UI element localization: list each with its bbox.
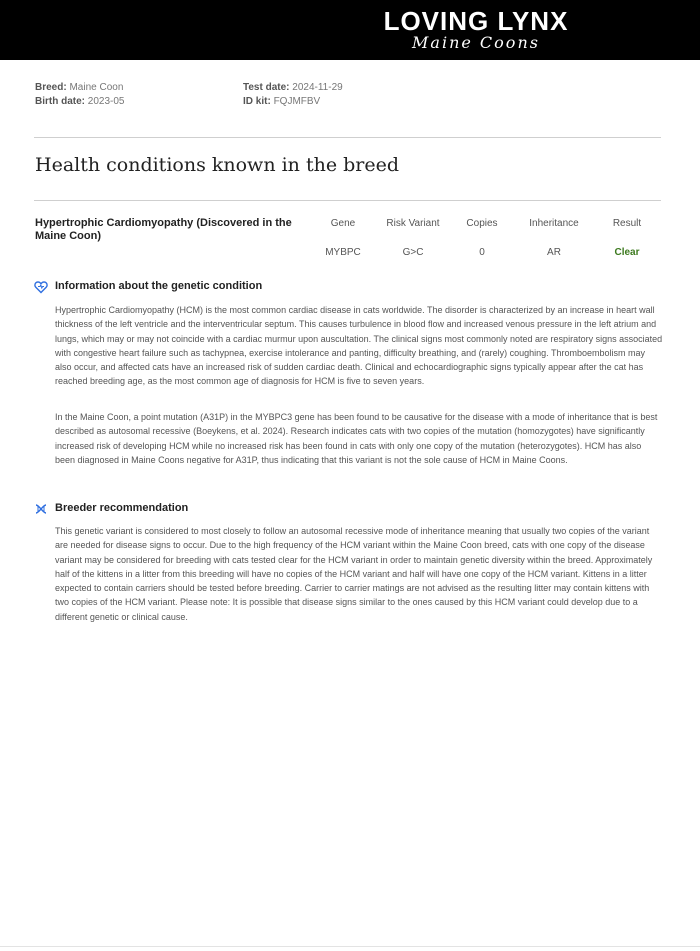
heart-icon xyxy=(34,280,48,294)
value-copies: 0 xyxy=(479,247,485,258)
breeder-section-title: Breeder recommendation xyxy=(55,502,189,514)
header-result: Result xyxy=(612,218,642,229)
breeder-paragraph: This genetic variant is considered to most closely to follow an autosomal recessive mode of inheritance meaning that usually two copies of the variant are needed for disease signs to occur. Due to the high frequency of the HCM variant within the Maine Coon breed, cats with one copy of the disease variant may be considered for breeding with cats tested clear for the HCM variant in order to maintain genetic diversity within the breed. Approximately half of the kittens in a litter from this breeding will have no copies of the HCM variant and half will have one copy of the HCM variant. Kittens in a litter expected to contain carriers should be tested before breeding. Carrier to carrier matings are not advised as the resulting litter may contain kittens with two copies of the HCM variant. Please note: It is possible that disease signs similar to the ones caused by this HCM variant could develop due to a different genetic or clinical cause. xyxy=(55,526,653,622)
page-bottom-divider xyxy=(0,946,700,947)
condition-title: Hypertrophic Cardiomyopathy (Discovered in the Maine Coon) xyxy=(35,217,292,242)
header-gene: Gene xyxy=(330,218,356,229)
header-risk: Risk Variant xyxy=(386,218,440,229)
meta-kit xyxy=(243,95,320,109)
test-label: Test date: xyxy=(243,82,290,93)
meta-birth xyxy=(35,95,124,109)
page-title: Health conditions known in the breed xyxy=(35,154,399,176)
header-banner xyxy=(0,0,700,60)
brand-tagline: Maine Coons xyxy=(412,33,540,52)
info-paragraph-2: In the Maine Coon, a point mutation (A31P) in the MYBPC3 gene has been found to be causative for the disease with a mode of inheritance that is best described as autosomal recessive (Boeykens, et al. 2024). Research indicates cats with two copies of the mutation (homozygotes) have significantly increased risk of developing HCM while no increased risk has been found in cats with only one copy of the mutation (heterozygotes). HCM has also been diagnosed in Maine Coons negative for A31P, thus indicating that this variant is not the sole cause of HCM in Maine Coons. xyxy=(55,412,658,465)
birth-label: Birth date: xyxy=(35,96,85,107)
info-paragraph-1: Hypertrophic Cardiomyopathy (HCM) is the most common cardiac disease in cats worldwide. The disorder is characterized by an increase in heart wall thickness of the left ventricle and the interventricular septum. This causes turbulence in blood flow and increased venous pressure in the left atrium and lungs, which may or may not coincide with a cardiac murmur upon auscultation. The clinical signs most commonly noted are respiratory signs associated with congestive heart failure such as tachypnea, exercise intolerance and panting, difficulty breathing, and (rarely) coughing. Thromboembolism may also occur, and affected cats have an increased risk of sudden cardiac death. Clinical and echocardiographic signs typically appear after the cat has reached breeding age, as the most common age of diagnosis for HCM is five to seven years. xyxy=(55,305,663,387)
kit-label: ID kit: xyxy=(243,96,271,107)
kit-value: FQJMFBV xyxy=(273,96,321,107)
header-inheritance: Inheritance xyxy=(529,218,579,229)
breed-label: Breed: xyxy=(35,82,67,93)
value-risk: G>C xyxy=(402,247,424,258)
info-section-title: Information about the genetic condition xyxy=(55,280,263,292)
test-value: 2024-11-29 xyxy=(292,82,343,93)
birth-value: 2023-05 xyxy=(87,96,125,107)
divider-section xyxy=(34,200,661,201)
meta-breed xyxy=(35,81,123,95)
value-gene: MYBPC xyxy=(325,247,361,258)
value-inheritance: AR xyxy=(547,247,561,258)
brand-logo: LOVING LYNX xyxy=(383,6,569,36)
breed-value: Maine Coon xyxy=(69,82,124,93)
meta-test xyxy=(243,81,343,95)
divider-top xyxy=(34,137,661,138)
dna-icon xyxy=(34,502,48,516)
header-copies: Copies xyxy=(466,218,498,229)
value-result: Clear xyxy=(614,247,640,258)
